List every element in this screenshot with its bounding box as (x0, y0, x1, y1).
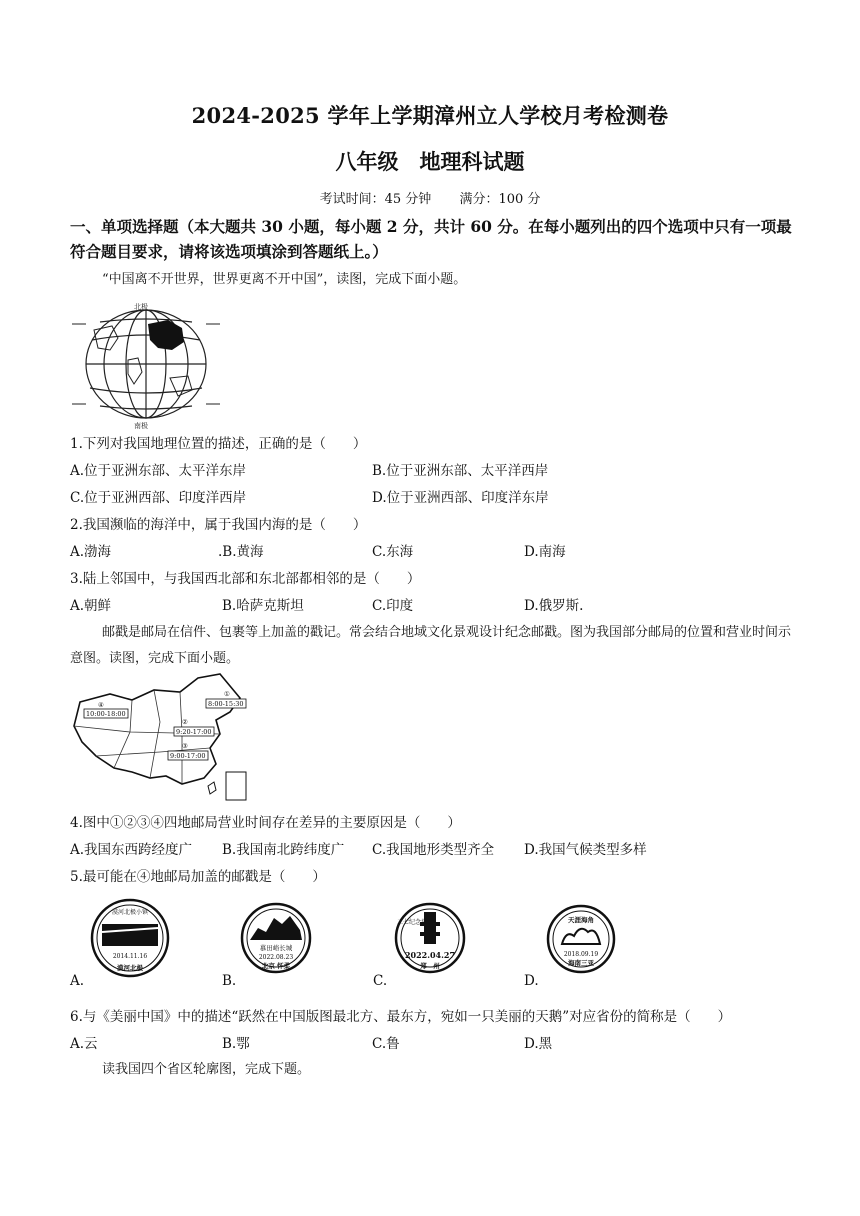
question-1: 1.下列对我国地理位置的描述，正确的是（ ） (70, 436, 367, 452)
stamp-a-top: 漠河北极小镇 (111, 909, 149, 916)
question-6: 6.与《美丽中国》中的描述“跃然在中国版图最北方、最东方，宛如一只美丽的天鹅”对应省份的简称是（ ） (70, 1009, 732, 1025)
globe-north-label: 北极 (134, 303, 148, 311)
question-4: 4.图中①②③④四地邮局营业时间存在差异的主要原因是（ ） (70, 815, 461, 831)
stamp-b-bottom: 北京 怀柔 (261, 962, 291, 970)
stamp-c-top: 二七纪念塔 (396, 919, 428, 926)
section-heading: 一、单项选择题（本大题共 30 小题，每小题 2 分，共计 60 分。在每小题列出的四个选项中只有一项最符合题目要求，请将该选项填涂到答题纸上。） (70, 217, 792, 261)
q5-option-d[interactable]: D. (524, 973, 539, 989)
exam-meta (0, 188, 860, 207)
stamp-b (238, 900, 314, 980)
question-1-options-row1 (70, 459, 798, 479)
q2-option-d[interactable]: D.南海 (524, 544, 566, 560)
map-label-1: ① (224, 690, 230, 698)
map-label-4: ④ (98, 701, 104, 709)
stamp-a-bottom: 漠河北极 (117, 964, 143, 972)
stamp-d-top: 天涯海角 (568, 916, 594, 924)
map-time-4: 10:00-18:00 (86, 710, 126, 718)
q1-option-b[interactable]: B.位于亚洲东部、太平洋西岸 (372, 463, 549, 479)
exam-title: 2024-2025 学年上学期漳州立人学校月考检测卷 (191, 103, 669, 128)
q6-option-b[interactable]: B.鄂 (222, 1036, 250, 1052)
q5-option-b[interactable]: B. (222, 973, 237, 989)
q5-option-a[interactable]: A. (70, 973, 85, 989)
q6-option-a[interactable]: A.云 (70, 1036, 98, 1052)
globe-south-label: 南极 (134, 422, 148, 430)
intro-text-3: 读我国四个省区轮廓图，完成下题。 (102, 1062, 311, 1077)
q2-option-a[interactable]: A.渤海 (70, 544, 112, 560)
exam-time: 考试时间：45 分钟 (319, 192, 432, 207)
stamp-d-bottom: 海南三亚 (568, 959, 594, 967)
q4-option-d[interactable]: D.我国气候类型多样 (524, 842, 647, 858)
stamp-d-date: 2018.09.19 (563, 951, 599, 958)
q1-option-a[interactable]: A.位于亚洲东部、太平洋东岸 (70, 463, 247, 479)
map-time-1: 8:00-15:30 (208, 700, 244, 708)
q3-option-a[interactable]: A.朝鲜 (70, 598, 112, 614)
stamp-a (88, 896, 172, 980)
q6-option-c[interactable]: C.鲁 (372, 1036, 400, 1052)
q6-option-d[interactable]: D.黑 (524, 1036, 553, 1052)
question-3: 3.陆上邻国中，与我国西北部和东北部都相邻的是（ ） (70, 571, 421, 587)
q3-option-c[interactable]: C.印度 (372, 598, 414, 614)
q3-option-b[interactable]: B.哈萨克斯坦 (222, 598, 304, 614)
stamp-c-date: 2022.04.27 (404, 950, 456, 960)
stamp-b-top: 慕田峪长城 (259, 944, 293, 952)
question-5: 5.最可能在④地邮局加盖的邮戳是（ ） (70, 869, 326, 885)
q3-option-d[interactable]: D.俄罗斯. (524, 598, 584, 614)
china-post-office-map (70, 672, 252, 804)
question-2: 2.我国濒临的海洋中，属于我国内海的是（ ） (70, 517, 367, 533)
q4-option-c[interactable]: C.我国地形类型齐全 (372, 842, 495, 858)
globe-figure (72, 300, 222, 430)
q1-option-c[interactable]: C.位于亚洲西部、印度洋西岸 (70, 490, 247, 506)
stamp-b-date: 2022.08.23 (258, 954, 294, 961)
question-3-options (70, 594, 798, 614)
question-4-options (70, 838, 798, 858)
intro-text-2: 邮戳是邮局在信件、包裹等上加盖的戳记。常会结合地域文化景观设计纪念邮戳。图为我国部分邮局的位置和营业时间示意图。读图，完成下面小题。 (70, 625, 792, 666)
q4-option-b[interactable]: B.我国南北跨纬度广 (222, 842, 345, 858)
stamp-c-bottom: 郑 州 (420, 962, 440, 970)
map-time-3: 9:00-17:00 (170, 752, 206, 760)
stamp-a-date: 2014.11.16 (112, 953, 148, 960)
q2-option-b[interactable]: .B.黄海 (218, 544, 264, 560)
stamp-c (392, 900, 468, 980)
q5-option-c[interactable]: C. (373, 973, 388, 989)
stamp-d (544, 902, 618, 978)
question-2-options (70, 540, 798, 560)
q2-option-c[interactable]: C.东海 (372, 544, 414, 560)
map-label-3: ③ (182, 742, 188, 750)
exam-score: 满分：100 分 (459, 192, 541, 207)
question-6-options (70, 1032, 798, 1052)
question-1-options-row2 (70, 486, 798, 506)
q4-option-a[interactable]: A.我国东西跨经度广 (70, 842, 193, 858)
intro-text-1: “中国离不开世界，世界更离不开中国”，读图，完成下面小题。 (102, 272, 467, 287)
exam-subtitle: 八年级 地理科试题 (335, 149, 525, 174)
map-time-2: 9:20-17:00 (176, 728, 212, 736)
map-label-2: ② (182, 718, 188, 726)
q1-option-d[interactable]: D.位于亚洲西部、印度洋东岸 (372, 490, 549, 506)
